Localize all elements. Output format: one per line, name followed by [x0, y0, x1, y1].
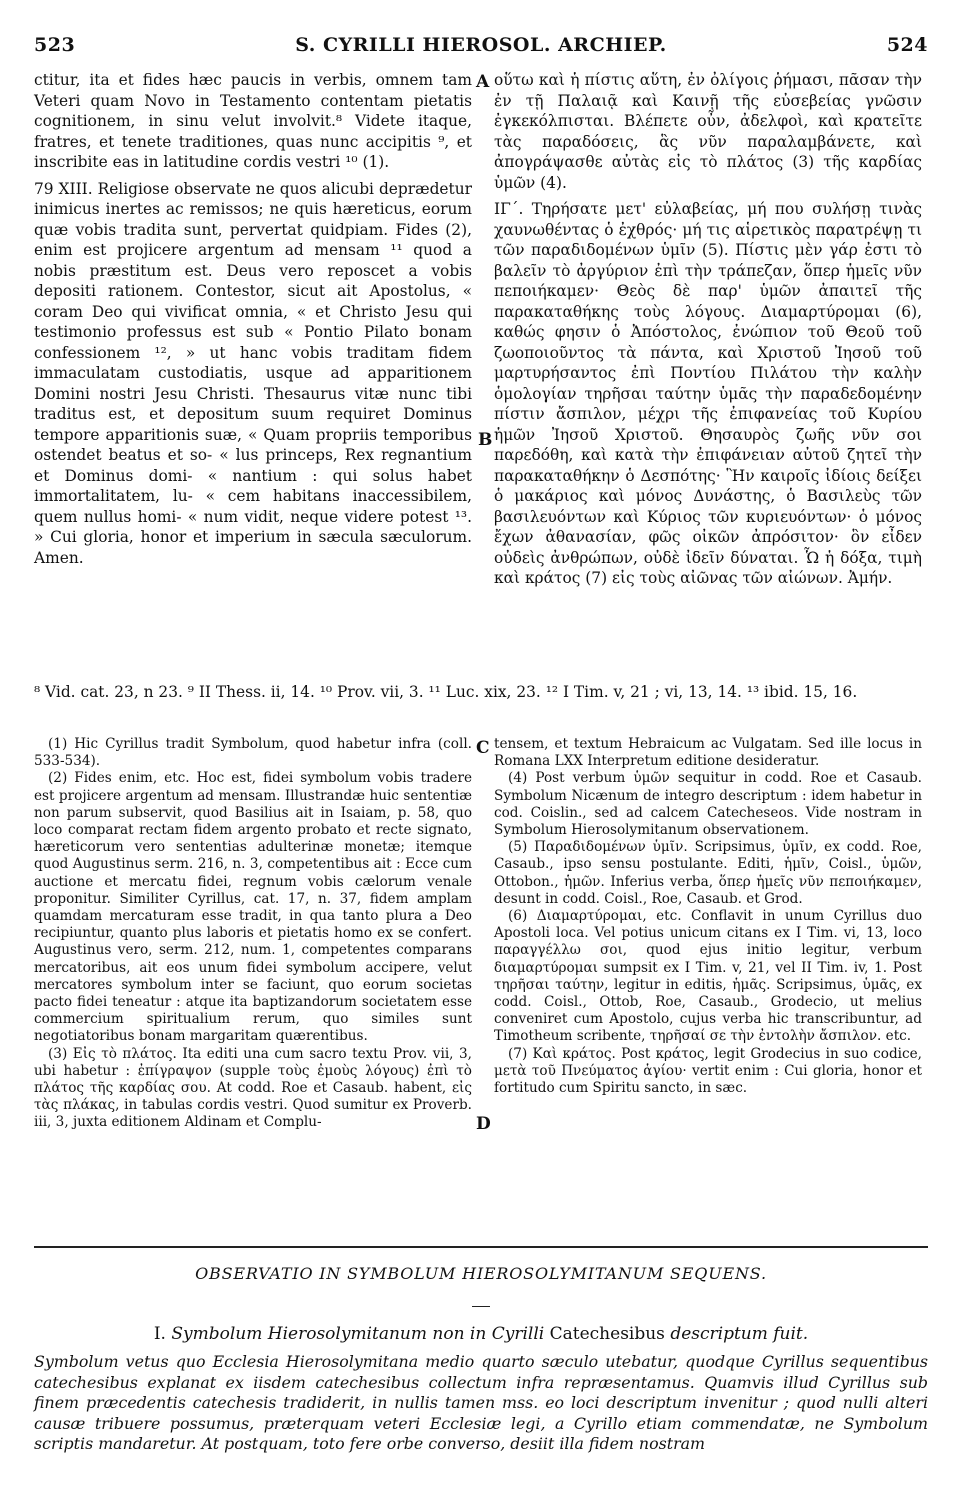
notes-left-column: [34, 736, 472, 1132]
margin-marker-d: D: [476, 1114, 491, 1134]
latin-column: [34, 70, 472, 568]
margin-marker-a: A: [476, 72, 490, 92]
reference-line: ⁸ Vid. cat. 23, n 23. ⁹ II Thess. ii, 14. ¹⁰ Prov. vii, 3. ¹¹ Luc. xix, 23. ¹² I Tim. v, 21 ; vi, 13, 14. ¹³ ibid. 15, 16.: [34, 683, 858, 701]
page-number-right: 524: [886, 34, 928, 56]
margin-marker-c: C: [476, 738, 490, 758]
short-rule: [472, 1306, 490, 1307]
notes-right-column: [494, 736, 922, 1097]
greek-paragraph: ΙΓ΄. Τηρήσατε μετ' εὐλαβείας, μή που συλήσῃ τινὰς χαυνωθέντας ὁ ἐχθρός· μή τις αἱρετικὸς παρατρέψῃ τι τῶν παραδιδομένων ὑμῖν (5). Πίστις μὲν γάρ ἐστι τὸ βαλεῖν τὸ ἀργύριον ἐπὶ τὴν τράπεζαν, ὅπερ ἡμεῖς νῦν πεποιήκαμεν· Θεὸς δὲ παρ' ὑμῶν ἀπαιτεῖ τῆς παρακαταθήκης τοὺς λόγους. Διαμαρτύρομαι (6), καθώς φησιν ὁ Ἀπόστολος, ἐνώπιον τοῦ Θεοῦ τοῦ ζωοποιοῦντος τὰ πάντα, καὶ Χριστοῦ Ἰησοῦ τοῦ μαρτυρήσαντος ἐπὶ Ποντίου Πιλάτου τὴν καλὴν ὁμολογίαν τηρῆσαι ταύτην ὑμᾶς τὴν παραδεδομένην πίστιν ἄσπιλον, μέχρι τῆς ἐπιφανείας τοῦ Κυρίου ἡμῶν Ἰησοῦ Χριστοῦ. Θησαυρὸς ζωῆς νῦν σοι παρεδόθη, καὶ κατὰ τὴν ἐπιφάνειαν αὐτοῦ ζητεῖ τὴν παρακαταθήκην ὁ Δεσπότης· Ἣν καιροῖς ἰδίοις δείξει ὁ μακάριος καὶ μόνος Δυνάστης, ὁ Βασιλεὺς τῶν βασιλευόντων καὶ Κύριος τῶν κυριευόντων· ὁ μόνος ἔχων ἀθανασίαν, φῶς οἰκῶν ἀπρόσιτον· ὃν εἶδεν οὐδεὶς ἀνθρώπων, οὐδὲ ἰδεῖν δύναται. Ὧ ἡ δόξα, τιμὴ καὶ κράτος (7) εἰς τοὺς αἰῶνας τῶν αἰώνων. Ἀμήν.: [494, 200, 922, 587]
margin-marker-b: B: [478, 430, 493, 450]
footnote: (3) Εἰς τὸ πλάτος. Ita editi una cum sacro textu Prov. vii, 3, ubi habetur : ἐπίγραψον (supple τοὺς ἐμοὺς λόγους) ἐπὶ τὸ πλάτος τῆς καρδίας σου. At codd. Roe et Casaub. habent, εἰς τὰς πλάκας, in tabulas cordis vestri. Quod sumitur ex Proverb. iii, 3, juxta editionem Aldinam et Complu-: [34, 1045, 472, 1131]
footnote: (7) Καὶ κράτος. Post κράτος, legit Grodecius in suo codice, μετὰ τοῦ Πνεύματος ἁγίου· vertit enim : Cui gloria, honor et fortitudo cum Spiritu sancto, in sæc.: [494, 1045, 922, 1097]
scripture-references: [34, 682, 928, 702]
section-heading-part: Cyrilli: [491, 1324, 545, 1344]
section-heading-part: descriptum fuit.: [670, 1324, 809, 1344]
latin-paragraph: 79 XIII. Religiose observate ne quos alicubi deprædetur inimicus inertes ac remissos; ne quis hæreticus, eorum quæ vobis tradita sunt, pervertat quidpiam. Fides (2), enim est projicere argentum ad mensam ¹¹ quod a nobis præstitum est. Deus vero reposcet a vobis depositi rationem. Contestor, sicut ait Apostolus, « coram Deo qui vivificat omnia, « et Christo Jesu qui testimonio professus est sub « Pontio Pilato bonam confessionem ¹², » ut hanc vobis traditam fidem immaculatam custodiatis, usque ad apparitionem Domini nostri Jesu Christi. Thesaurus vitæ nunc tibi traditus est, et depositum suum requiret Dominus tempore apparitionis suæ, « Quam propriis temporibus ostendet beatus et so- « lus princeps, Rex regnantium et Dominus domi- « nantium : qui solus habet immortalitatem, lu- « cem habitans inaccessibilem, quem nullus homi- « num vidit, neque videre potest ¹³. » Cui gloria, honor et imperium in sæcula sæculorum. Amen.: [34, 179, 472, 567]
section-heading-part: Symbolum Hierosolymitanum non in: [171, 1324, 492, 1344]
latin-paragraph: ctitur, ita et fides hæc paucis in verbis, omnem tam Veteri quam Novo in Testamento contentam pietatis cognitionem, in sinu velut involvit.⁸ Videte itaque, fratres, et tenete traditiones, quas nunc accipitis ⁹, et inscribite eas in latitudine cordis vestri ¹⁰ (1).: [34, 71, 472, 171]
page-header: [34, 34, 928, 58]
footnote: (6) Διαμαρτύρομαι, etc. Conflavit in unum Cyrillus duo Apostoli loca. Vel potius unicum citans ex I Tim. vi, 13, loco παραγγέλλω σοι, quod ejus initio legitur, verbum διαμαρτύρομαι sumpsit ex I Tim. v, 21, vel II Tim. iv, 1. Post τηρῆσαι ταύτην, legitur in editis, ἡμᾶς. Scripsimus, ὑμᾶς, ex codd. Coisl., Ottob, Roe, Casaub., Grodecio, ut melius conveniret cum Apostolo, cujus verba hic transcribuntur, ad Timotheum scribente, τηρῆσαί σε τὴν ἐντολὴν ἄσπιλον. etc.: [494, 908, 922, 1045]
page-number-left: 523: [34, 34, 76, 56]
observatio-body: [34, 1352, 928, 1455]
footnote: (5) Παραδιδομένων ὑμῖν. Scripsimus, ὑμῖν, ex codd. Roe, Casaub., ipso sensu postulante. Editi, ἡμῖν, Coisl., ὑμῶν, Ottobon., ἡμῶν. Inferius verba, ὅπερ ἡμεῖς νῦν πεποιήκαμεν, desunt in codd. Coisl., Roe, Casaub. et Grod.: [494, 839, 922, 907]
section-divider: [34, 1246, 928, 1248]
greek-paragraph: οὕτω καὶ ἡ πίστις αὕτη, ἐν ὀλίγοις ῥήμασι, πᾶσαν τὴν ἐν τῇ Παλαιᾷ καὶ Καινῇ τῆς εὐσεβείας γνῶσιν ἐγκεκόλπισται. Βλέπετε οὖν, ἀδελφοὶ, καὶ κρατεῖτε τὰς παραδόσεις, ἃς νῦν παραλαμβάνετε, καὶ ἀπογράψασθε αὐτὰς εἰς τὸ πλάτος (3) τῆς καρδίας ὑμῶν (4).: [494, 71, 922, 192]
greek-column: [494, 70, 922, 589]
running-title: S. CYRILLI HIEROSOL. ARCHIEP.: [295, 34, 667, 56]
section-number: I.: [153, 1324, 172, 1344]
footnote: (1) Hic Cyrillus tradit Symbolum, quod habetur infra (coll. 533-534).: [34, 736, 472, 770]
body-paragraph: Symbolum vetus quo Ecclesia Hierosolymitana medio quarto sæculo utebatur, quodque Cyrillus sequentibus catechesibus explanat ex iisdem catechesibus collectum infra repræsentamus. Quamvis illud Cyrillus sub finem præcedentis catechesis tradiderit, in nullis tamen mss. eo loci descriptum invenitur ; quod nulli alteri causæ tribuere possumus, præterquam veteri Ecclesiæ legi, a Cyrillo etiam commendatæ, ne Symbolum scriptis mandaretur. At postquam, toto fere orbe converso, desiit illa fidem nostram: [34, 1352, 928, 1453]
section-heading-part: Catechesibus: [544, 1324, 671, 1344]
footnote: tensem, et textum Hebraicum ac Vulgatam. Sed ille locus in Romana LXX Interpretum editione desideratur.: [494, 736, 922, 770]
footnote: (2) Fides enim, etc. Hoc est, fidei symbolum vobis tradere est projicere argentum ad mensam. Illustrandæ huic sententiæ non parum subservit, quod Basilius ait in Isaiam, p. 58, quo loco comparat rectam fidem argento probato et recte signato, hæreticorum vero sententias adulterinæ monetæ; itemque quod Augustinus serm. 216, n. 3, competentibus ait : Ecce cum auctione et mercatu fidei, regnum vobis cælorum venale proponitur. Similiter Cyrillus, cat. 17, n. 37, fidem amplam quamdam mercaturam esse tradit, in qua tanto plura a Deo recipiuntur, quanto plus laboris et pietatis homo ex se confert. Augustinus vero, serm. 212, num. 1, competentes comparans mercatoribus, ait eos unum fidei symbolum accipere, velut mercatores symbolum inter se faciunt, quo eorum societas pacto fidei teneatur : atque ita baptizandorum societatem esse commercium spiritualium rerum, quo similes sunt negotiatoribus bonam margaritam quærentibus.: [34, 770, 472, 1045]
section-heading: [0, 1324, 962, 1344]
observatio-title: OBSERVATIO IN SYMBOLUM HIEROSOLYMITANUM SEQUENS.: [195, 1264, 767, 1283]
footnote: (4) Post verbum ὑμῶν sequitur in codd. Roe et Casaub. Symbolum Nicænum de integro descriptum : idem habetur in cod. Coislin., sed ad calcem Catecheseos. Vide nostram in Symbolum Hierosolymitanum observationem.: [494, 770, 922, 839]
